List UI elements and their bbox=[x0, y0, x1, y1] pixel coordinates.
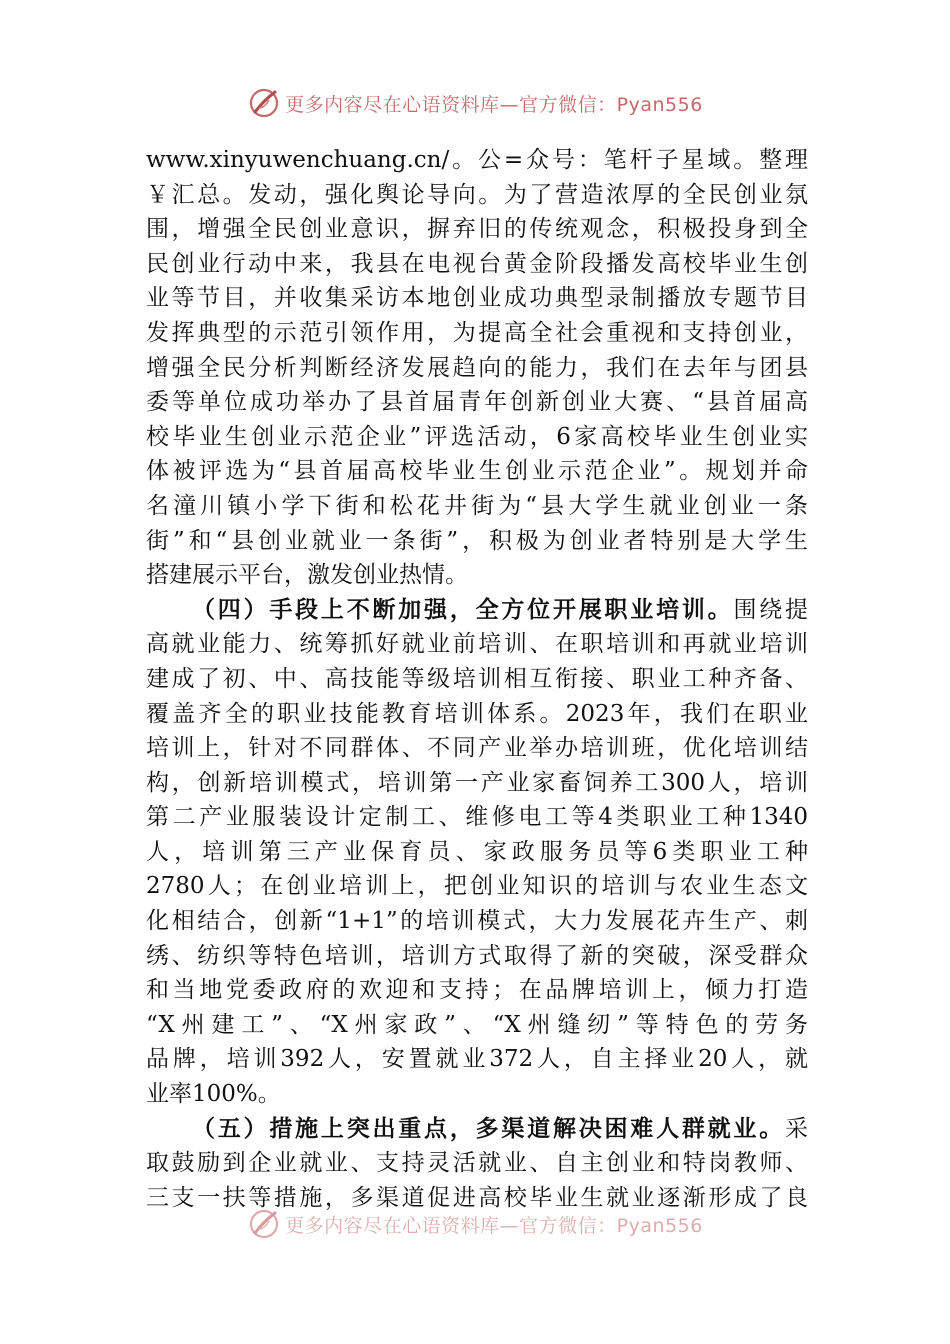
text-line: 校毕业生创业示范企业”评选活动，6家高校毕业生创业实 bbox=[146, 423, 808, 450]
text-line: 第二产业服装设计定制工、维修电工等4类职业工种1340 bbox=[146, 804, 808, 831]
paragraph-3 bbox=[146, 1112, 808, 1216]
text-line: 民创业行动中来，我县在电视台黄金阶段播发高校毕业生创 bbox=[146, 250, 808, 277]
watermark-text: 更多内容尽在心语资料库—官方微信：Pyan556 bbox=[285, 1214, 703, 1237]
brush-logo-icon bbox=[247, 86, 281, 120]
text-line: 构，创新培训模式，培训第一产业家畜饲养工300人，培训 bbox=[146, 769, 808, 796]
text-line: 围，增强全民创业意识，摒弃旧的传统观念，积极投身到全 bbox=[146, 216, 808, 243]
watermark-text: 更多内容尽在心语资料库—官方微信：Pyan556 bbox=[285, 93, 703, 116]
document-body bbox=[146, 143, 808, 1215]
text-line: 和当地党委政府的欢迎和支持；在品牌培训上，倾力打造 bbox=[146, 977, 808, 1004]
watermark-top bbox=[0, 86, 950, 120]
text-line: ￥汇总。发动，强化舆论导向。为了营造浓厚的全民创业氛 bbox=[146, 181, 808, 208]
text-line: 街”和“县创业就业一条街”，积极为创业者特别是大学生 bbox=[146, 527, 808, 554]
section-heading: （五）措施上突出重点，多渠道解决困难人群就业。 bbox=[192, 1114, 785, 1142]
text-line: 搭建展示平台，激发创业热情。 bbox=[146, 562, 468, 589]
text-line: 绣、纺织等特色培训，培训方式取得了新的突破，深受群众 bbox=[146, 942, 808, 969]
watermark-bottom bbox=[0, 1207, 950, 1241]
text-line: 高就业能力、统筹抓好就业前培训、在职培训和再就业培训 bbox=[146, 631, 808, 658]
paragraph-2 bbox=[146, 593, 808, 1112]
text-line: 发挥典型的示范引领作用，为提高全社会重视和支持创业， bbox=[146, 319, 808, 346]
text-line: www.xinyuwenchuang.cn/。公=众号：笔杆子星域。整理 bbox=[146, 147, 808, 173]
paragraph-first-line bbox=[146, 593, 808, 628]
text-line: 业等节目，并收集采访本地创业成功典型录制播放专题节目 bbox=[146, 285, 808, 312]
text-line: “X州建工”、“X州家政”、“X州缝纫”等特色的劳务 bbox=[146, 1011, 808, 1038]
paragraph-1 bbox=[146, 143, 808, 593]
text-line: 建成了初、中、高技能等级培训相互衔接、职业工种齐备、 bbox=[146, 665, 808, 692]
text-line: 名潼川镇小学下街和松花井街为“县大学生就业创业一条 bbox=[146, 492, 808, 519]
text-line: 增强全民分析判断经济发展趋向的能力，我们在去年与团县 bbox=[146, 354, 808, 381]
text-line: 品牌，培训392人，安置就业372人，自主择业20人，就 bbox=[146, 1046, 808, 1073]
text-line: 2780人；在创业培训上，把创业知识的培训与农业生态文 bbox=[146, 873, 808, 900]
text-line: 委等单位成功举办了县首届青年创新创业大赛、“县首届高 bbox=[146, 389, 808, 416]
text-run: 围绕提 bbox=[733, 596, 808, 623]
text-line: 取鼓励到企业就业、支持灵活就业、自主创业和特岗教师、 bbox=[146, 1150, 808, 1177]
brush-logo-icon bbox=[247, 1207, 281, 1241]
text-line: 覆盖齐全的职业技能教育培训体系。2023年，我们在职业 bbox=[146, 700, 808, 727]
text-line: 三支一扶等措施，多渠道促进高校毕业生就业逐渐形成了良 bbox=[146, 1184, 808, 1211]
text-line: 体被评选为“县首届高校毕业生创业示范企业”。规划并命 bbox=[146, 458, 808, 485]
section-heading: （四）手段上不断加强，全方位开展职业培训。 bbox=[192, 595, 734, 623]
text-line: 培训上，针对不同群体、不同产业举办培训班，优化培训结 bbox=[146, 735, 808, 762]
text-run: 采 bbox=[785, 1115, 808, 1142]
paragraph-first-line bbox=[146, 1112, 808, 1147]
text-line: 人，培训第三产业保育员、家政服务员等6类职业工种 bbox=[146, 838, 808, 865]
text-line: 业率100%。 bbox=[146, 1081, 281, 1108]
text-line: 化相结合，创新“1+1”的培训模式，大力发展花卉生产、刺 bbox=[146, 908, 808, 935]
